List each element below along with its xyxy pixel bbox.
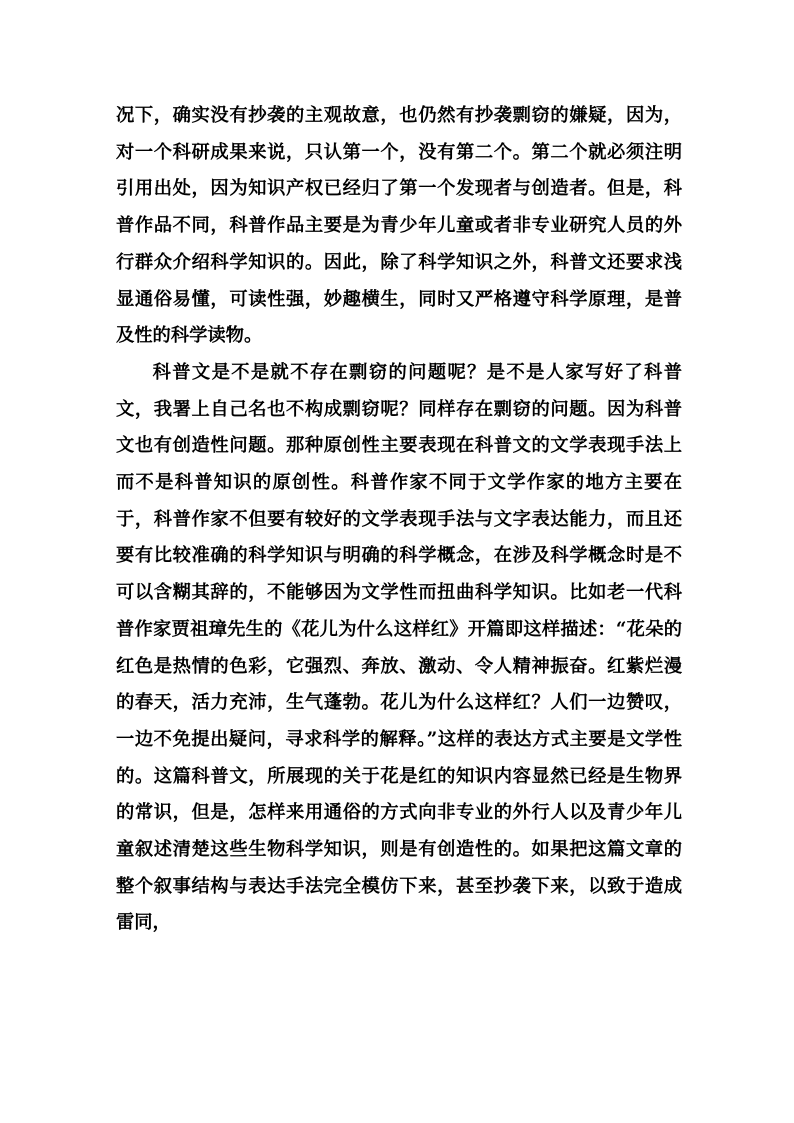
paragraph-1: 况下，确实没有抄袭的主观故意，也仍然有抄袭剽窃的嫌疑，因为，对一个科研成果来说，只认第一个，没有第二个。第二个就必须注明引用出处，因为知识产权已经归了第一个发现者与创造者。但是，科普作品不同，科普作品主要是为青少年儿童或者非专业研究人员的外行群众介绍科学知识的。因此，除了科学知识之外，科普文还要求浅显通俗易懂，可读性强，妙趣横生，同时又严格遵守科学原理，是普及性的科学读物。 (116, 105, 682, 347)
paragraph-2: 科普文是不是就不存在剽窃的问题呢？是不是人家写好了科普文，我署上自己名也不构成剽窃呢？同样存在剽窃的问题。因为科普文也有创造性问题。那种原创性主要表现在科普文的文学表现手法上而不是科普知识的原创性。科普作家不同于文学作家的地方主要在于，科普作家不但要有较好的文学表现手法与文字表达能力，而且还要有比较准确的科学知识与明确的科学概念，在涉及科学概念时是不可以含糊其辞的，不能够因为文学性而扭曲科学知识。比如老一代科普作家贾祖璋先生的《花儿为什么这样红》开篇即这样描述：“花朵的红色是热情的色彩，它强烈、奔放、激动、令人精神振奋。红紫烂漫的春天，活力充沛，生气蓬勃。花儿为什么这样红？人们一边赞叹，一边不免提出疑问，寻求科学的解释。”这样的表达方式主要是文学性的。这篇科普文，所展现的关于花是红的知识内容显然已经是生物界的常识，但是，怎样来用通俗的方式向非专业的外行人以及青少年儿童叙述清楚这些生物科学知识，则是有创造性的。如果把这篇文章的整个叙事结构与表达手法完全模仿下来，甚至抄袭下来，以致于造成雷同， (116, 361, 682, 934)
document-page (116, 98, 682, 942)
